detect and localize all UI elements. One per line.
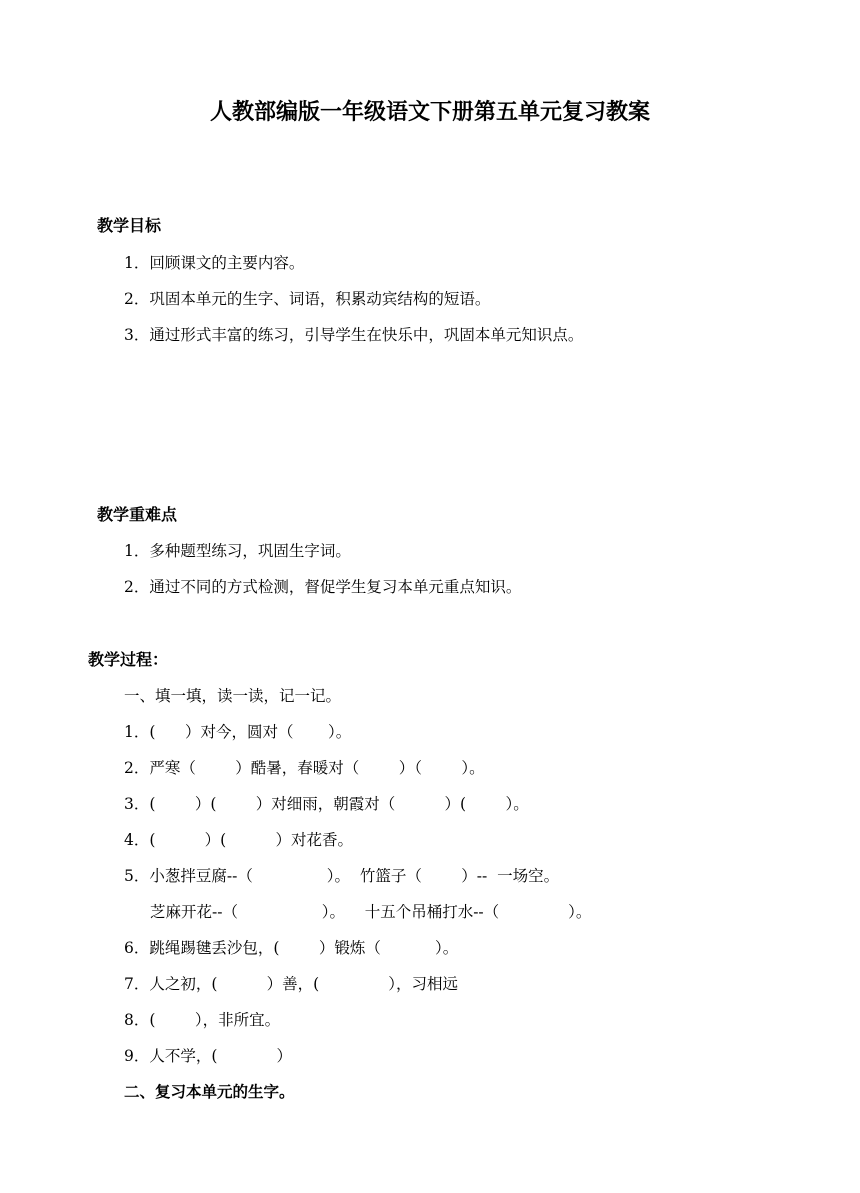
fill-line-4: 4．( ）( ）对花香。 [124, 831, 353, 849]
fill-line-2: 2．严寒（ ）酷暑，春暖对（ ）（ ）。 [124, 759, 485, 777]
page-title: 人教部编版一年级语文下册第五单元复习教案 [209, 100, 650, 125]
fill-line-1: 1．( ）对今，圆对（ ）。 [124, 723, 352, 741]
section-characters-heading: 二、复习本单元的生字。 [124, 1083, 295, 1101]
difficulty-item-1: 1．多种题型练习，巩固生字词。 [124, 542, 351, 560]
process-heading: 教学过程： [88, 650, 169, 669]
objective-item-1: 1．回顾课文的主要内容。 [124, 254, 305, 272]
fill-line-5b: 芝麻开花--（ ）。 十五个吊桶打水--（ ）。 [150, 903, 592, 921]
fill-line-5: 5．小葱拌豆腐--（ ）。 竹篮子（ ）-- 一场空。 [124, 867, 560, 885]
fill-line-6: 6．跳绳踢毽丢沙包，( ）锻炼（ ）。 [124, 939, 459, 957]
section-fill-heading: 一、填一填，读一读，记一记。 [124, 687, 342, 705]
fill-line-8: 8．( ），非所宜。 [124, 1011, 281, 1029]
fill-line-7: 7．人之初，( ）善，( ），习相远 [124, 975, 458, 993]
difficulty-item-2: 2．通过不同的方式检测，督促学生复习本单元重点知识。 [124, 578, 522, 596]
objectives-heading: 教学目标 [97, 216, 162, 235]
fill-line-9: 9．人不学，( ） [124, 1047, 293, 1065]
difficulties-heading: 教学重难点 [97, 505, 178, 524]
objective-item-3: 3．通过形式丰富的练习，引导学生在快乐中，巩固本单元知识点。 [124, 326, 584, 344]
fill-line-3: 3．( ）( ）对细雨，朝霞对（ ）( ）。 [124, 795, 529, 813]
objective-item-2: 2．巩固本单元的生字、词语，积累动宾结构的短语。 [124, 290, 491, 308]
